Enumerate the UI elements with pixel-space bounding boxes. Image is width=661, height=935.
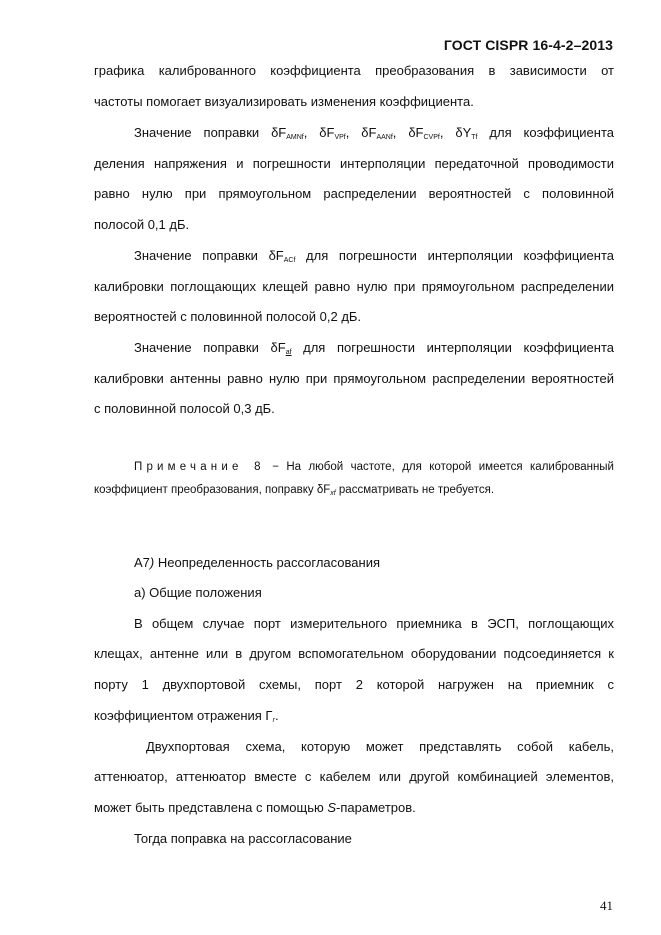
symbol: $\delta F_{AANf}$	[361, 125, 393, 141]
subsection-heading: а) Общие положения	[134, 585, 262, 600]
text-line: калибровки поглощающих клещей равно нулю при прямоугольном распределении	[94, 279, 614, 294]
document-header: ГОСТ CISPR 16-4-2–2013	[443, 37, 613, 53]
text-fragment: Значение поправки	[134, 340, 271, 355]
text-line: с половинной полосой 0,3 дБ.	[94, 401, 275, 416]
page-number: 41	[600, 898, 613, 913]
text-line	[134, 340, 614, 361]
text-fragment: коэффициент преобразования, поправку	[94, 484, 317, 496]
text-fragment: рассматривать не требуется.	[335, 484, 495, 496]
text-line: равно нулю при прямоугольном распределении вероятностей с половинной	[94, 186, 614, 201]
symbol: $\delta Y_{Tf}$	[455, 125, 478, 141]
text-line: порту 1 двухпортовой схемы, порт 2 которой нагружен на приемник с	[94, 677, 614, 692]
symbol: $\delta F_{AMNf}$	[271, 125, 304, 141]
symbol: $\delta F_{af}$	[270, 340, 292, 356]
symbol: $\delta F_{ACf}$	[268, 248, 296, 264]
text-line: Двухпортовая схема, которую может представлять собой кабель,	[146, 739, 614, 754]
note-line	[94, 482, 614, 502]
text-line: коэффициентом отражения $\Gamma_r$.	[94, 708, 279, 724]
text-line	[134, 248, 614, 269]
note-label: Примечание 8	[134, 461, 265, 473]
text-line: частоты помогает визуализировать изменения коэффициента.	[94, 94, 474, 109]
section-heading: A7) Неопределенность рассогласования	[134, 555, 381, 570]
text-line: графика калиброванного коэффициента преобразования в зависимости от	[94, 63, 614, 78]
text-line: Тогда поправка на рассогласование	[134, 831, 352, 846]
note-line	[134, 459, 614, 475]
symbol: $\delta F_{VPf}$	[319, 125, 346, 141]
text-line: вероятностей с половинной полосой 0,2 дБ.	[94, 309, 362, 324]
symbol: $\delta F_{CVPf}$	[408, 125, 440, 141]
text-line: деления напряжения и погрешности интерполяции передаточной проводимости	[94, 156, 614, 171]
text-line: калибровки антенны равно нулю при прямоугольном распределении вероятностей	[94, 371, 614, 386]
text-line: может быть представлена с помощью S-параметров.	[94, 800, 416, 815]
text-line: полосой 0,1 дБ.	[94, 217, 190, 232]
text-line: Значение поправки $\delta F_{AMNf}$, $\delta F_{VPf}$, $\delta F_{AANf}$, $\delta F_{CVPf}$, $\delta Y_{Tf}$ для коэффициента	[134, 125, 615, 141]
text-line: В общем случае порт измерительного приемника в ЭСП, поглощающих	[134, 616, 614, 631]
text-fragment: На любой частоте, для которой имеется калиброванный	[286, 461, 614, 473]
text-fragment: для погрешности интерполяции коэффициента	[295, 248, 615, 263]
symbol: $\delta F_{xf}$	[316, 484, 336, 497]
text-line: клещах, антенне или в другом вспомогательном оборудовании подсоединяется к	[94, 646, 614, 661]
text-fragment: для коэффициента	[477, 125, 615, 140]
text-fragment: −	[264, 461, 287, 473]
text-fragment: Значение поправки	[134, 125, 272, 140]
text-fragment: Значение поправки	[134, 248, 269, 263]
text-line: аттенюатор, аттенюатор вместе с кабелем или другой комбинацией элементов,	[94, 769, 614, 784]
text-fragment: для погрешности интерполяции коэффициента	[291, 340, 614, 355]
